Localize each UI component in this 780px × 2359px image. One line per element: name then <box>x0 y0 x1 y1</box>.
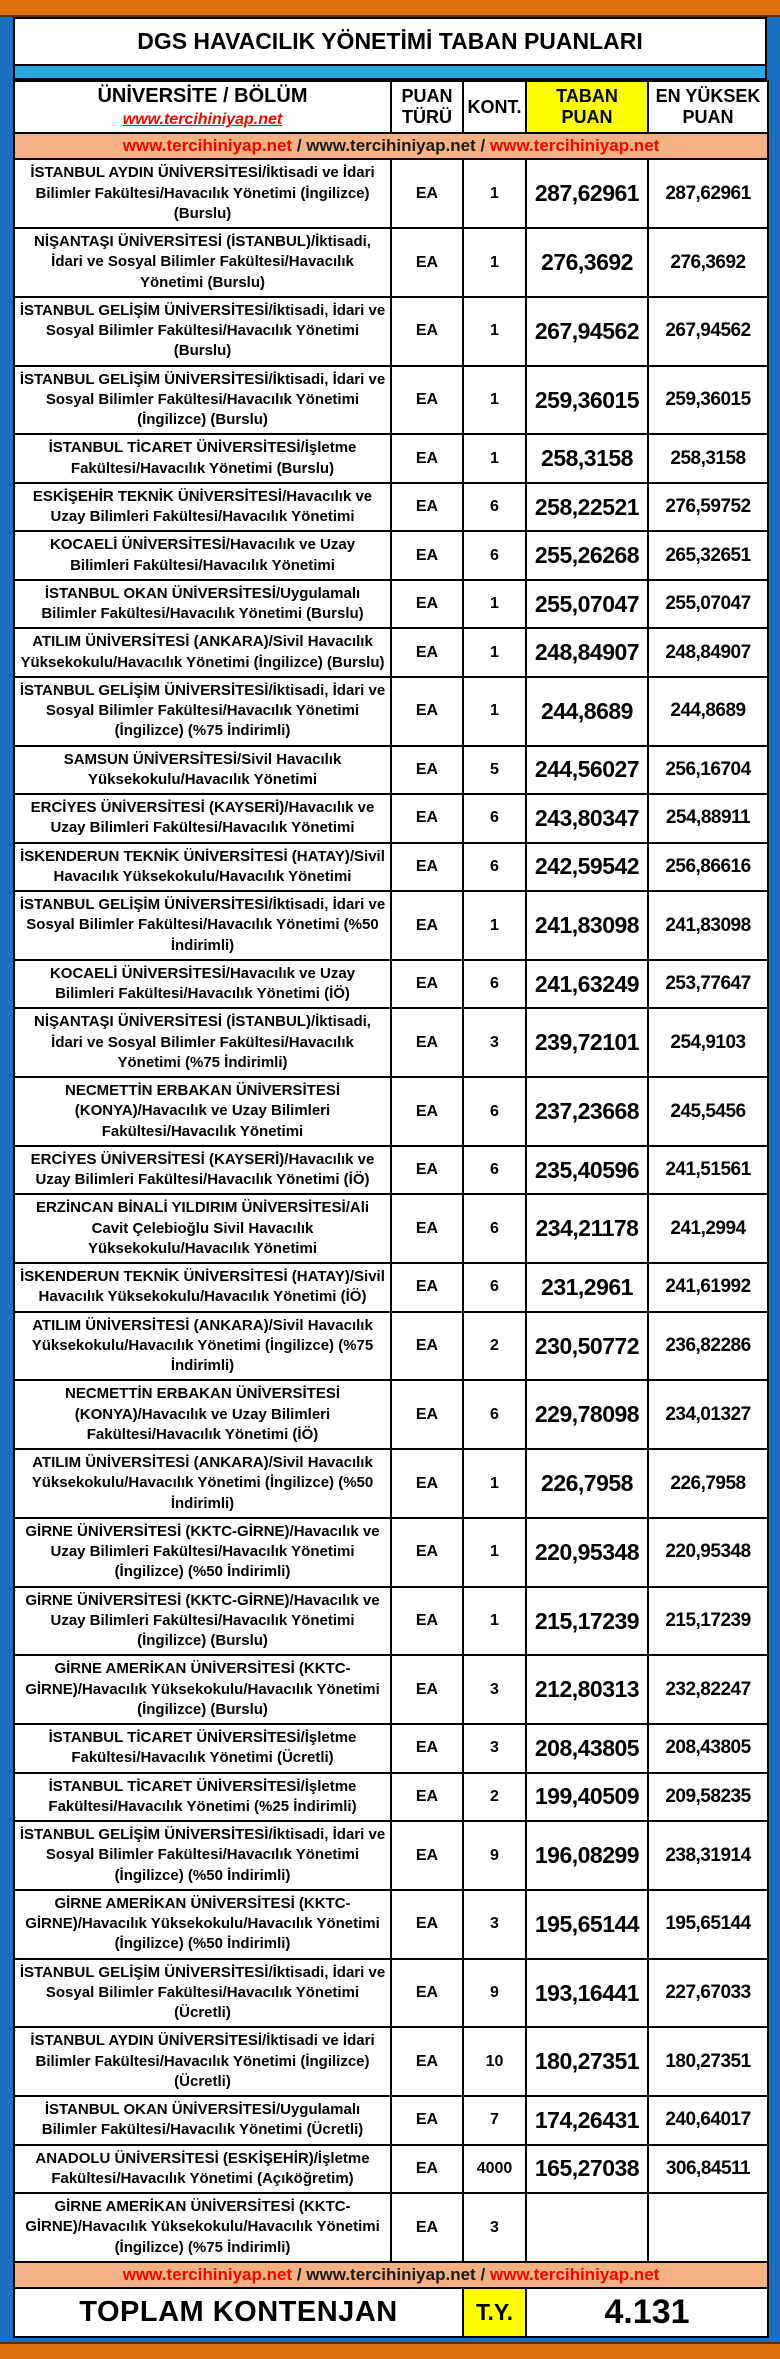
base-score-cell: 267,94562 <box>526 297 648 366</box>
base-score-cell: 239,72101 <box>526 1008 648 1077</box>
highest-score-cell: 227,67033 <box>648 1959 768 2028</box>
highest-score-cell: 226,7958 <box>648 1449 768 1518</box>
base-score-cell: 208,43805 <box>526 1724 648 1773</box>
bottom-orange-bar <box>0 2342 780 2359</box>
quota-cell: 7 <box>463 2096 526 2145</box>
table-row <box>14 1890 768 1959</box>
highest-score-cell: 236,82286 <box>648 1312 768 1381</box>
university-cell: ANADOLU ÜNİVERSİTESİ (ESKİŞEHİR)/İşletme Fakültesi/Havacılık Yönetimi (Açıköğretim) <box>14 2145 391 2194</box>
highest-score-cell: 276,59752 <box>648 483 768 532</box>
score-type-cell: EA <box>391 2096 463 2145</box>
base-score-cell: 234,21178 <box>526 1194 648 1263</box>
quota-cell: 1 <box>463 159 526 228</box>
score-type-cell: EA <box>391 891 463 960</box>
top-banner <box>14 133 768 159</box>
highest-score-cell: 256,16704 <box>648 746 768 795</box>
quota-cell: 3 <box>463 1008 526 1077</box>
quota-cell: 9 <box>463 1959 526 2028</box>
base-score-cell: 259,36015 <box>526 366 648 435</box>
university-cell: GİRNE AMERİKAN ÜNİVERSİTESİ (KKTC-GİRNE)/Havacılık Yüksekokulu/Havacılık Yönetimi (İngilizce) (%75 İndirimli) <box>14 2193 391 2262</box>
table-row <box>14 228 768 297</box>
table-row <box>14 297 768 366</box>
score-type-cell: EA <box>391 228 463 297</box>
university-cell: GİRNE AMERİKAN ÜNİVERSİTESİ (KKTC-GİRNE)/Havacılık Yüksekokulu/Havacılık Yönetimi (İngilizce) (Burslu) <box>14 1655 391 1724</box>
table-row <box>14 1194 768 1263</box>
quota-cell: 1 <box>463 1449 526 1518</box>
base-score-cell: 226,7958 <box>526 1449 648 1518</box>
base-score-cell: 244,56027 <box>526 746 648 795</box>
highest-score-cell: 238,31914 <box>648 1821 768 1890</box>
quota-cell: 1 <box>463 228 526 297</box>
base-score-cell: 276,3692 <box>526 228 648 297</box>
score-type-cell: EA <box>391 1449 463 1518</box>
base-score-cell: 212,80313 <box>526 1655 648 1724</box>
scores-table <box>13 80 769 2338</box>
university-cell: İSKENDERUN TEKNİK ÜNİVERSİTESİ (HATAY)/Sivil Havacılık Yüksekokulu/Havacılık Yönetimi <box>14 843 391 892</box>
base-score-cell: 196,08299 <box>526 1821 648 1890</box>
table-row <box>14 1518 768 1587</box>
banner-link-3[interactable]: www.tercihiniyap.net <box>489 2264 660 2284</box>
highest-score-cell: 234,01327 <box>648 1380 768 1449</box>
column-header-university-label: ÜNİVERSİTE / BÖLÜM <box>97 85 308 107</box>
column-header-base-score: TABAN PUAN <box>526 81 648 133</box>
university-cell: İSTANBUL GELİŞİM ÜNİVERSİTESİ/İktisadi, İdari ve Sosyal Bilimler Fakültesi/Havacılık Yönetimi (İngilizce) (Burslu) <box>14 366 391 435</box>
quota-cell: 1 <box>463 297 526 366</box>
base-score-cell: 231,2961 <box>526 1263 648 1312</box>
university-cell: ERCİYES ÜNİVERSİTESİ (KAYSERİ)/Havacılık ve Uzay Bilimleri Fakültesi/Havacılık Yönetimi <box>14 794 391 843</box>
total-row <box>14 2288 768 2337</box>
top-orange-bar <box>0 0 780 17</box>
table-row <box>14 1263 768 1312</box>
table-row <box>14 1146 768 1195</box>
university-cell: ERZİNCAN BİNALİ YILDIRIM ÜNİVERSİTESİ/Ali Cavit Çelebioğlu Sivil Havacılık Yüksekokulu/Havacılık Yönetimi <box>14 1194 391 1263</box>
score-type-cell: EA <box>391 2193 463 2262</box>
quota-cell: 6 <box>463 1077 526 1146</box>
table-row <box>14 677 768 746</box>
table-row <box>14 2027 768 2096</box>
quota-cell: 6 <box>463 1263 526 1312</box>
highest-score-cell: 255,07047 <box>648 580 768 629</box>
score-type-cell: EA <box>391 434 463 483</box>
quota-cell: 2 <box>463 1312 526 1381</box>
quota-cell: 6 <box>463 1194 526 1263</box>
university-cell: GİRNE ÜNİVERSİTESİ (KKTC-GİRNE)/Havacılık ve Uzay Bilimleri Fakültesi/Havacılık Yönetimi (İngilizce) (Burslu) <box>14 1587 391 1656</box>
base-score-cell: 258,22521 <box>526 483 648 532</box>
quota-cell: 3 <box>463 2193 526 2262</box>
quota-cell: 6 <box>463 1146 526 1195</box>
highest-score-cell: 256,86616 <box>648 843 768 892</box>
university-cell: NİŞANTAŞI ÜNİVERSİTESİ (İSTANBUL)/İktisadi, İdari ve Sosyal Bilimler Fakültesi/Havacılık Yönetimi (Burslu) <box>14 228 391 297</box>
banner-separator: / <box>296 136 302 155</box>
base-score-cell: 242,59542 <box>526 843 648 892</box>
university-cell: KOCAELİ ÜNİVERSİTESİ/Havacılık ve Uzay Bilimleri Fakültesi/Havacılık Yönetimi <box>14 531 391 580</box>
table-row <box>14 2096 768 2145</box>
score-type-cell: EA <box>391 1008 463 1077</box>
base-score-cell: 244,8689 <box>526 677 648 746</box>
total-value: 4.131 <box>526 2288 768 2337</box>
university-cell: İSTANBUL OKAN ÜNİVERSİTESİ/Uygulamalı Bilimler Fakültesi/Havacılık Yönetimi (Burslu) <box>14 580 391 629</box>
table-row <box>14 628 768 677</box>
quota-cell: 6 <box>463 960 526 1009</box>
table-row <box>14 1724 768 1773</box>
highest-score-cell: 267,94562 <box>648 297 768 366</box>
table-row <box>14 1077 768 1146</box>
score-type-cell: EA <box>391 2027 463 2096</box>
university-cell: KOCAELİ ÜNİVERSİTESİ/Havacılık ve Uzay Bilimleri Fakültesi/Havacılık Yönetimi (İÖ) <box>14 960 391 1009</box>
divider-band <box>13 66 767 80</box>
highest-score-cell: 215,17239 <box>648 1587 768 1656</box>
highest-score-cell: 244,8689 <box>648 677 768 746</box>
table-row <box>14 483 768 532</box>
base-score-cell: 220,95348 <box>526 1518 648 1587</box>
table-row <box>14 1773 768 1822</box>
highest-score-cell: 258,3158 <box>648 434 768 483</box>
base-score-cell: 229,78098 <box>526 1380 648 1449</box>
quota-cell: 3 <box>463 1724 526 1773</box>
highest-score-cell: 287,62961 <box>648 159 768 228</box>
highest-score-cell: 209,58235 <box>648 1773 768 1822</box>
total-label: TOPLAM KONTENJAN <box>14 2288 463 2337</box>
quota-cell: 5 <box>463 746 526 795</box>
score-type-cell: EA <box>391 677 463 746</box>
highest-score-cell: 265,32651 <box>648 531 768 580</box>
base-score-cell: 255,26268 <box>526 531 648 580</box>
base-score-cell: 174,26431 <box>526 2096 648 2145</box>
highest-score-cell: 195,65144 <box>648 1890 768 1959</box>
university-cell: ESKİŞEHİR TEKNİK ÜNİVERSİTESİ/Havacılık ve Uzay Bilimleri Fakültesi/Havacılık Yönetimi <box>14 483 391 532</box>
university-cell: GİRNE AMERİKAN ÜNİVERSİTESİ (KKTC-GİRNE)/Havacılık Yüksekokulu/Havacılık Yönetimi (İngilizce) (%50 İndirimli) <box>14 1890 391 1959</box>
university-cell: İSTANBUL GELİŞİM ÜNİVERSİTESİ/İktisadi, İdari ve Sosyal Bilimler Fakültesi/Havacılık Yönetimi (İngilizce) (%75 İndirimli) <box>14 677 391 746</box>
score-type-cell: EA <box>391 366 463 435</box>
highest-score-cell: 248,84907 <box>648 628 768 677</box>
university-cell: SAMSUN ÜNİVERSİTESİ/Sivil Havacılık Yüksekokulu/Havacılık Yönetimi <box>14 746 391 795</box>
table-row <box>14 891 768 960</box>
table-row <box>14 1655 768 1724</box>
university-cell: NECMETTİN ERBAKAN ÜNİVERSİTESİ (KONYA)/Havacılık ve Uzay Bilimleri Fakültesi/Havacılık Yönetimi <box>14 1077 391 1146</box>
quota-cell: 6 <box>463 1380 526 1449</box>
highest-score-cell: 259,36015 <box>648 366 768 435</box>
university-cell: İSTANBUL GELİŞİM ÜNİVERSİTESİ/İktisadi, İdari ve Sosyal Bilimler Fakültesi/Havacılık Yönetimi (Burslu) <box>14 297 391 366</box>
base-score-cell: 215,17239 <box>526 1587 648 1656</box>
score-type-cell: EA <box>391 297 463 366</box>
base-score-cell: 241,83098 <box>526 891 648 960</box>
quota-cell: 1 <box>463 366 526 435</box>
base-score-cell <box>526 2193 648 2262</box>
score-type-cell: EA <box>391 159 463 228</box>
score-type-cell: EA <box>391 531 463 580</box>
banner-link-1[interactable]: www.tercihiniyap.net <box>122 136 293 155</box>
score-type-cell: EA <box>391 1146 463 1195</box>
base-score-cell: 237,23668 <box>526 1077 648 1146</box>
table-row <box>14 531 768 580</box>
table-row <box>14 843 768 892</box>
table-row <box>14 746 768 795</box>
university-cell: GİRNE ÜNİVERSİTESİ (KKTC-GİRNE)/Havacılık ve Uzay Bilimleri Fakültesi/Havacılık Yönetimi (İngilizce) (%50 İndirimli) <box>14 1518 391 1587</box>
university-cell: NECMETTİN ERBAKAN ÜNİVERSİTESİ (KONYA)/Havacılık ve Uzay Bilimleri Fakültesi/Havacılık Yönetimi (İÖ) <box>14 1380 391 1449</box>
banner-separator: / <box>480 2264 486 2284</box>
university-cell: İSTANBUL GELİŞİM ÜNİVERSİTESİ/İktisadi, İdari ve Sosyal Bilimler Fakültesi/Havacılık Yönetimi (İngilizce) (%50 İndirimli) <box>14 1821 391 1890</box>
university-cell: İSTANBUL GELİŞİM ÜNİVERSİTESİ/İktisadi, İdari ve Sosyal Bilimler Fakültesi/Havacılık Yönetimi (Ücretli) <box>14 1959 391 2028</box>
quota-cell: 1 <box>463 628 526 677</box>
university-cell: İSTANBUL TİCARET ÜNİVERSİTESİ/İşletme Fakültesi/Havacılık Yönetimi (%25 İndirimli) <box>14 1773 391 1822</box>
base-score-cell: 235,40596 <box>526 1146 648 1195</box>
highest-score-cell: 254,88911 <box>648 794 768 843</box>
total-score-type: T.Y. <box>463 2288 526 2337</box>
quota-cell: 1 <box>463 891 526 960</box>
highest-score-cell: 241,2994 <box>648 1194 768 1263</box>
bottom-banner-row <box>14 2262 768 2288</box>
banner-link-2[interactable]: www.tercihiniyap.net <box>306 136 476 155</box>
table-row <box>14 1380 768 1449</box>
university-cell: İSKENDERUN TEKNİK ÜNİVERSİTESİ (HATAY)/Sivil Havacılık Yüksekokulu/Havacılık Yönetimi (İÖ) <box>14 1263 391 1312</box>
quota-cell: 1 <box>463 1587 526 1656</box>
university-cell: İSTANBUL OKAN ÜNİVERSİTESİ/Uygulamalı Bilimler Fakültesi/Havacılık Yönetimi (Ücretli) <box>14 2096 391 2145</box>
base-score-cell: 241,63249 <box>526 960 648 1009</box>
score-type-cell: EA <box>391 746 463 795</box>
base-score-cell: 195,65144 <box>526 1890 648 1959</box>
highest-score-cell <box>648 2193 768 2262</box>
score-type-cell: EA <box>391 1773 463 1822</box>
score-type-cell: EA <box>391 628 463 677</box>
university-cell: İSTANBUL AYDIN ÜNİVERSİTESİ/İktisadi ve İdari Bilimler Fakültesi/Havacılık Yönetimi (İngilizce) (Burslu) <box>14 159 391 228</box>
score-type-cell: EA <box>391 1077 463 1146</box>
highest-score-cell: 241,51561 <box>648 1146 768 1195</box>
table-row <box>14 794 768 843</box>
highest-score-cell: 208,43805 <box>648 1724 768 1773</box>
base-score-cell: 287,62961 <box>526 159 648 228</box>
highest-score-cell: 306,84511 <box>648 2145 768 2194</box>
base-score-cell: 165,27038 <box>526 2145 648 2194</box>
quota-cell: 1 <box>463 1518 526 1587</box>
highest-score-cell: 245,5456 <box>648 1077 768 1146</box>
top-banner-row <box>14 133 768 159</box>
table-row <box>14 1008 768 1077</box>
table-row <box>14 366 768 435</box>
score-type-cell: EA <box>391 1518 463 1587</box>
quota-cell: 6 <box>463 531 526 580</box>
base-score-cell: 230,50772 <box>526 1312 648 1381</box>
base-score-cell: 193,16441 <box>526 1959 648 2028</box>
highest-score-cell: 254,9103 <box>648 1008 768 1077</box>
university-cell: İSTANBUL GELİŞİM ÜNİVERSİTESİ/İktisadi, İdari ve Sosyal Bilimler Fakültesi/Havacılık Yönetimi (%50 İndirimli) <box>14 891 391 960</box>
score-type-cell: EA <box>391 1380 463 1449</box>
table-row <box>14 1587 768 1656</box>
quota-cell: 6 <box>463 843 526 892</box>
quota-cell: 9 <box>463 1821 526 1890</box>
highest-score-cell: 240,64017 <box>648 2096 768 2145</box>
university-cell: İSTANBUL TİCARET ÜNİVERSİTESİ/İşletme Fakültesi/Havacılık Yönetimi (Burslu) <box>14 434 391 483</box>
quota-cell: 3 <box>463 1890 526 1959</box>
banner-link-2[interactable]: www.tercihiniyap.net <box>306 2264 476 2284</box>
highest-score-cell: 276,3692 <box>648 228 768 297</box>
university-cell: NİŞANTAŞI ÜNİVERSİTESİ (İSTANBUL)/İktisadi, İdari ve Sosyal Bilimler Fakültesi/Havacılık Yönetimi (%75 İndirimli) <box>14 1008 391 1077</box>
base-score-cell: 199,40509 <box>526 1773 648 1822</box>
page-title: DGS HAVACILIK YÖNETİMİ TABAN PUANLARI <box>13 17 767 66</box>
site-link[interactable]: www.tercihiniyap.net <box>122 111 283 128</box>
table-row <box>14 960 768 1009</box>
highest-score-cell: 253,77647 <box>648 960 768 1009</box>
quota-cell: 1 <box>463 580 526 629</box>
score-type-cell: EA <box>391 843 463 892</box>
quota-cell: 2 <box>463 1773 526 1822</box>
quota-cell: 6 <box>463 794 526 843</box>
score-type-cell: EA <box>391 794 463 843</box>
highest-score-cell: 220,95348 <box>648 1518 768 1587</box>
table-row <box>14 580 768 629</box>
score-type-cell: EA <box>391 1821 463 1890</box>
banner-separator: / <box>296 2264 302 2284</box>
university-cell: ATILIM ÜNİVERSİTESİ (ANKARA)/Sivil Havacılık Yüksekokulu/Havacılık Yönetimi (İngilizce) (%75 İndirimli) <box>14 1312 391 1381</box>
highest-score-cell: 180,27351 <box>648 2027 768 2096</box>
table-row <box>14 1449 768 1518</box>
banner-separator: / <box>480 136 486 155</box>
score-type-cell: EA <box>391 1263 463 1312</box>
university-cell: ATILIM ÜNİVERSİTESİ (ANKARA)/Sivil Havacılık Yüksekokulu/Havacılık Yönetimi (İngilizce) (Burslu) <box>14 628 391 677</box>
content-frame <box>0 17 780 2342</box>
base-score-cell: 243,80347 <box>526 794 648 843</box>
base-score-cell: 258,3158 <box>526 434 648 483</box>
base-score-cell: 255,07047 <box>526 580 648 629</box>
quota-cell: 6 <box>463 483 526 532</box>
university-cell: ERCİYES ÜNİVERSİTESİ (KAYSERİ)/Havacılık ve Uzay Bilimleri Fakültesi/Havacılık Yönetimi (İÖ) <box>14 1146 391 1195</box>
highest-score-cell: 232,82247 <box>648 1655 768 1724</box>
base-score-cell: 180,27351 <box>526 2027 648 2096</box>
score-type-cell: EA <box>391 1959 463 2028</box>
table-row <box>14 2193 768 2262</box>
table-row <box>14 1821 768 1890</box>
banner-link-3[interactable]: www.tercihiniyap.net <box>489 136 660 155</box>
table-row <box>14 159 768 228</box>
quota-cell: 4000 <box>463 2145 526 2194</box>
column-header-university <box>14 81 391 133</box>
highest-score-cell: 241,83098 <box>648 891 768 960</box>
quota-cell: 10 <box>463 2027 526 2096</box>
table-row <box>14 1312 768 1381</box>
table-row <box>14 1959 768 2028</box>
quota-cell: 1 <box>463 677 526 746</box>
score-type-cell: EA <box>391 2145 463 2194</box>
score-type-cell: EA <box>391 580 463 629</box>
score-type-cell: EA <box>391 960 463 1009</box>
table-row <box>14 2145 768 2194</box>
highest-score-cell: 241,61992 <box>648 1263 768 1312</box>
column-header-score-type: PUAN TÜRÜ <box>391 81 463 133</box>
banner-link-1[interactable]: www.tercihiniyap.net <box>122 2264 293 2284</box>
base-score-cell: 248,84907 <box>526 628 648 677</box>
university-cell: İSTANBUL TİCARET ÜNİVERSİTESİ/İşletme Fakültesi/Havacılık Yönetimi (Ücretli) <box>14 1724 391 1773</box>
column-header-quota: KONT. <box>463 81 526 133</box>
table-header-row <box>14 81 768 133</box>
table-row <box>14 434 768 483</box>
university-cell: ATILIM ÜNİVERSİTESİ (ANKARA)/Sivil Havacılık Yüksekokulu/Havacılık Yönetimi (İngilizce) (%50 İndirimli) <box>14 1449 391 1518</box>
score-type-cell: EA <box>391 1890 463 1959</box>
quota-cell: 3 <box>463 1655 526 1724</box>
university-cell: İSTANBUL AYDIN ÜNİVERSİTESİ/İktisadi ve İdari Bilimler Fakültesi/Havacılık Yönetimi (İngilizce) (Ücretli) <box>14 2027 391 2096</box>
score-type-cell: EA <box>391 1194 463 1263</box>
score-type-cell: EA <box>391 1655 463 1724</box>
score-type-cell: EA <box>391 483 463 532</box>
score-type-cell: EA <box>391 1587 463 1656</box>
quota-cell: 1 <box>463 434 526 483</box>
score-type-cell: EA <box>391 1724 463 1773</box>
score-type-cell: EA <box>391 1312 463 1381</box>
column-header-highest-score: EN YÜKSEK PUAN <box>648 81 768 133</box>
bottom-banner <box>14 2262 768 2288</box>
